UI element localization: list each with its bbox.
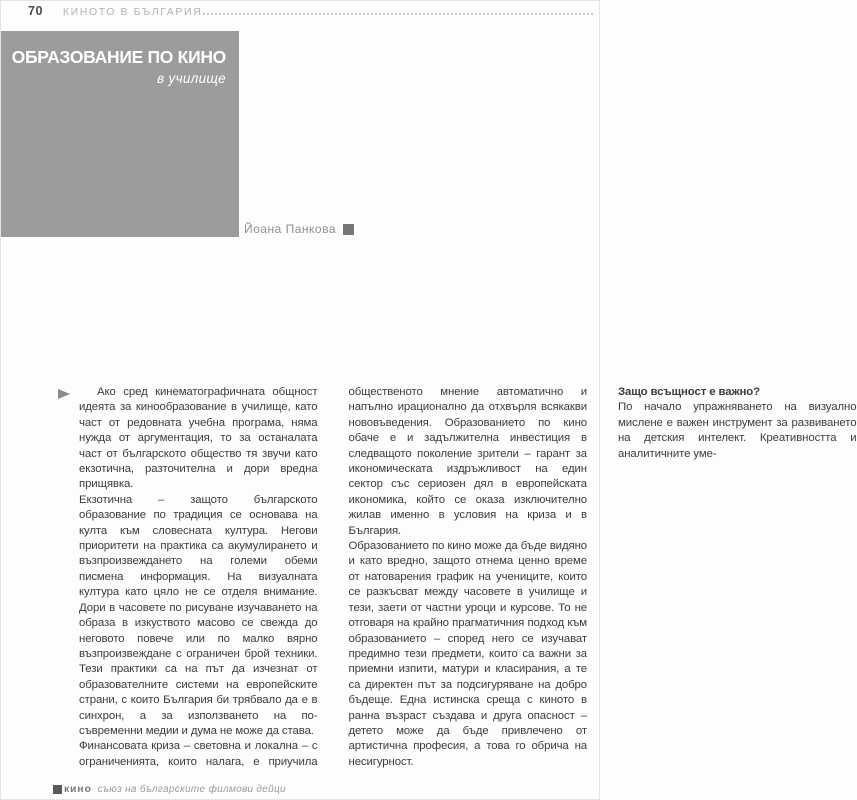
article-paragraph: Финансовата криза – световна и локална – с ограниченията, които налага, е приучила общественото мнение автоматично и напълно ирационално да отхвърля всякакви нововъведения. Образованието по кино обаче е и задължителна инвестиция в следващото поколение зрители – гарант за икономическата издръжливост на един сектор със сериозен дял в европейската икономика, който се оказа изключително жилав именно в условия на криза и в България. xyxy=(79,386,587,768)
section-title: КИНОТО В БЪЛГАРИЯ xyxy=(62,6,203,18)
article-columns xyxy=(79,385,857,783)
article-title: ОБРАЗОВАНИЕ ПО КИНО xyxy=(11,47,226,67)
article-paragraph: Екзотична – защото българското образование по традиция се основава на култа към словесната култура. Негови приоритети на практика са акумулирането и възпроизвеждането на големи обеми писмена информация. На визуалната култура като цяло не се отделя внимание. Дори в часовете по рисуване изучаването на образа в изкуството масово се свежда до неговото повече или по малко вярно възпроизвеждане с ограничен брой техники. Тези практики са на път да изчезнат от образователните системи на европейските страни, с които България би трябвало да е в синхрон, а за използването на по-съвременни медии и дума не може да става. xyxy=(79,493,318,737)
page-number: 70 xyxy=(28,4,43,18)
footer-square-icon xyxy=(53,785,62,794)
article-paragraph: По начало упражняването на визуално мислене е важен инструмент за развиването на детския интелект. Креативността и аналитичните уме- xyxy=(618,401,857,460)
footer-logo: кино xyxy=(64,783,92,795)
author-name: Йоана Панкова xyxy=(244,222,337,236)
page-footer xyxy=(53,783,286,795)
title-box xyxy=(1,31,239,237)
byline-square-icon xyxy=(343,224,354,235)
article-subheading: Защо всъщност е важно? xyxy=(618,386,760,398)
footer-tagline: съюз на българските филмови дейци xyxy=(97,783,286,795)
play-triangle-icon xyxy=(58,389,70,399)
page-header xyxy=(28,4,593,18)
article-paragraph: Ако сред кинематографичната общност идеята за кинообразование в училище, като част от редовната учебна програма, няма нужда от аргументация, то за останалата част от българското общество тя звучи като екзотична, разточителна и дори вредна прищявка. xyxy=(79,386,318,491)
byline xyxy=(244,222,354,236)
dotted-leader xyxy=(203,5,593,15)
article-subtitle: в училище xyxy=(157,70,226,86)
article-paragraph: Образованието по кино може да бъде видяно и като вредно, защото отнема ценно време от натоварения график на учениците, които се разкъсват между часовете в училище и тези, заети от частни уроци и курсове. То не отговаря на крайно прагматичния подход към образованието – според него се изучават предимно тези предмети, които са важни за приемни изпити, матури и класирания, а те са директен път за подсигуряване на добро бъдеще. Една истинска среща с киното в ранна възраст създава и друга опасност – детето може да бъде привлечено от артистична професия, а това го обрича на несигурност. xyxy=(348,540,587,768)
